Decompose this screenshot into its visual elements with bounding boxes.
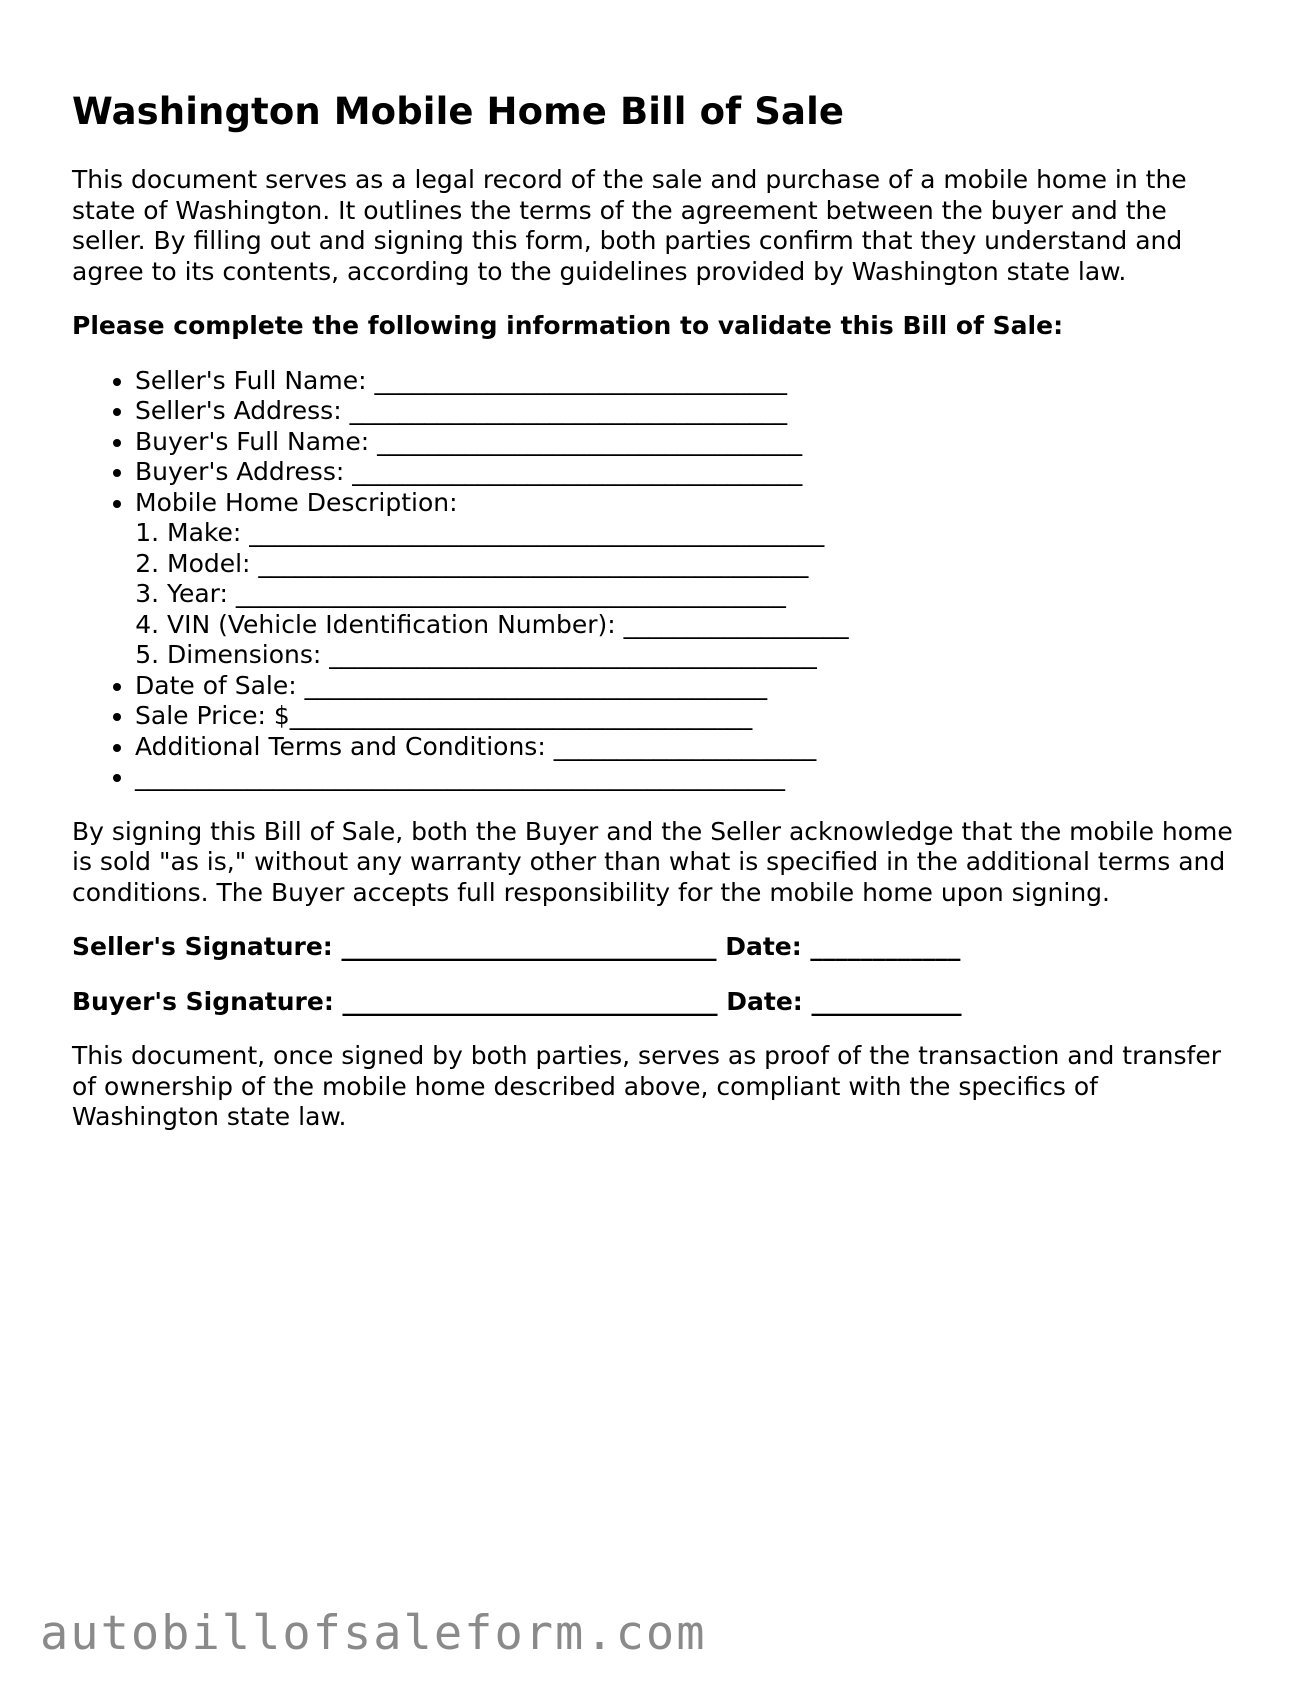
form-fields-list xyxy=(72,366,1242,793)
document-title: Washington Mobile Home Bill of Sale xyxy=(72,90,845,133)
field-buyer-address[interactable]: • Buyer's Address: ____________________________________ xyxy=(135,457,1242,488)
document-page xyxy=(72,88,1242,1133)
description-list xyxy=(135,518,1242,671)
field-seller-name[interactable]: • Seller's Full Name: _________________________________ xyxy=(135,366,1242,397)
description-label: Mobile Home Description: xyxy=(135,487,458,517)
field-sale-price[interactable]: • Sale Price: $_____________________________________ xyxy=(135,701,1242,732)
field-buyer-name[interactable]: • Buyer's Full Name: __________________________________ xyxy=(135,427,1242,458)
field-extra-line[interactable]: • ____________________________________________________ xyxy=(135,762,1242,793)
closing-paragraph: This document, once signed by both parties, serves as proof of the transaction and transfer of ownership of the mobile home described above, compliant with the specifics of Washington state law. xyxy=(72,1041,1221,1131)
field-description xyxy=(135,488,1242,671)
field-make[interactable]: 1. Make: ______________________________________________ xyxy=(167,518,1242,549)
site-watermark: autobillofsaleform.com xyxy=(40,1606,707,1661)
field-year[interactable]: 3. Year: ____________________________________________ xyxy=(167,579,1242,610)
field-additional-terms[interactable]: • Additional Terms and Conditions: _____________________ xyxy=(135,732,1242,763)
field-dimensions[interactable]: 5. Dimensions: _______________________________________ xyxy=(167,640,1242,671)
seller-signature-line[interactable]: Seller's Signature: ______________________________ Date: ____________ xyxy=(72,932,961,961)
field-date-of-sale[interactable]: • Date of Sale: _____________________________________ xyxy=(135,671,1242,702)
field-seller-address[interactable]: • Seller's Address: ___________________________________ xyxy=(135,396,1242,427)
intro-paragraph: This document serves as a legal record of the sale and purchase of a mobile home in the state of Washington. It outlines the terms of the agreement between the buyer and the seller. By filling out and signing this form, both parties confirm that they understand and agree to its contents, according to the guidelines provided by Washington state law. xyxy=(72,165,1187,286)
buyer-signature-line[interactable]: Buyer's Signature: ______________________________ Date: ____________ xyxy=(72,986,962,1016)
field-vin[interactable]: 4. VIN (Vehicle Identification Number): __________________ xyxy=(167,610,1242,641)
field-model[interactable]: 2. Model: ____________________________________________ xyxy=(167,549,1242,580)
instruction-heading: Please complete the following information to validate this Bill of Sale: xyxy=(72,311,1064,340)
acknowledgement-paragraph: By signing this Bill of Sale, both the Buyer and the Seller acknowledge that the mobile home is sold "as is," without any warranty other than what is specified in the additional terms and conditions. The Buyer accepts full responsibility for the mobile home upon signing. xyxy=(72,816,1233,907)
